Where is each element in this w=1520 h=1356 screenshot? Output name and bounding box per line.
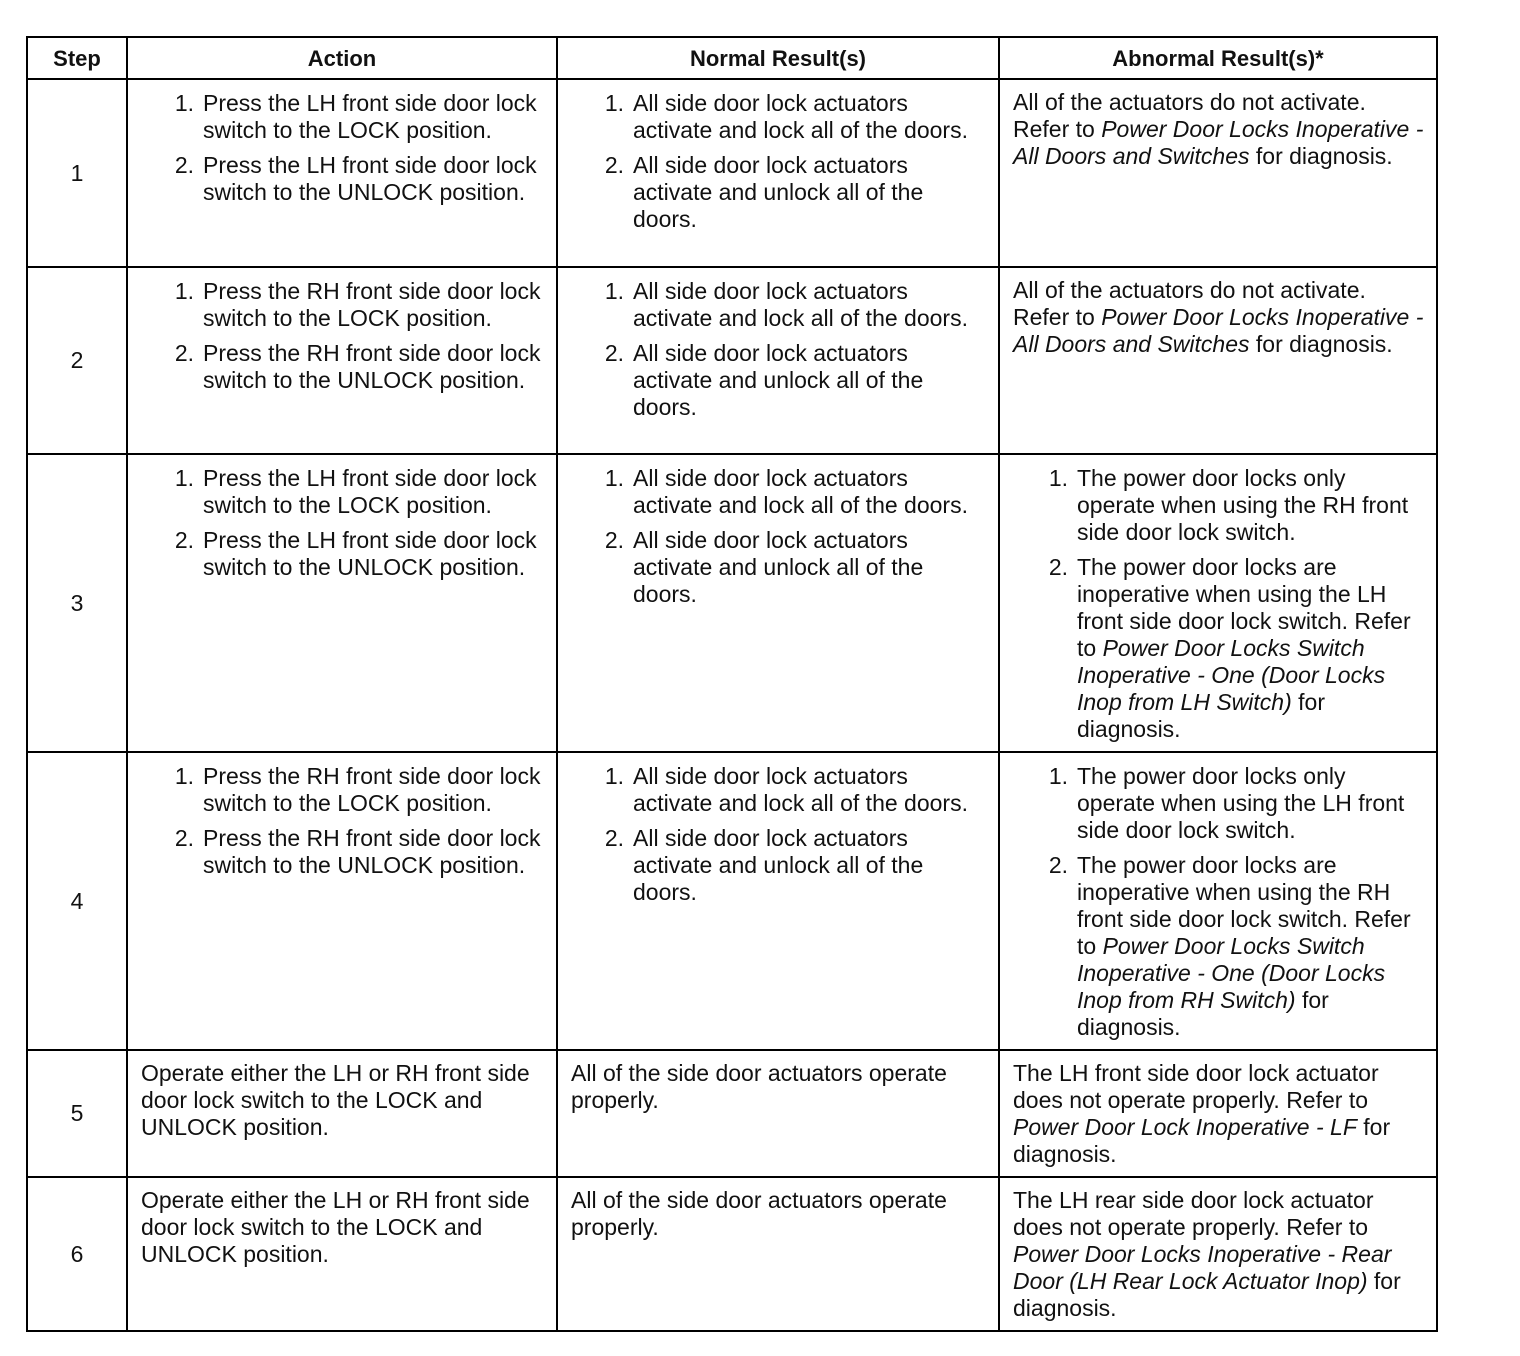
list-item: 2. Press the LH front side door lock switch to the UNLOCK position. (174, 152, 537, 205)
normal-result-cell (557, 752, 999, 1050)
list-item: 1. Press the RH front side door lock switch to the LOCK position. (174, 763, 541, 816)
normal-result-cell (557, 79, 999, 267)
list-item: 2. Press the RH front side door lock switch to the UNLOCK position. (174, 825, 541, 878)
abnormal-result-cell: All of the actuators do not activate. Refer to Power Door Locks Inoperative - All Doors and Switches for diagnosis. (999, 267, 1437, 454)
step-number: 6 (27, 1177, 127, 1331)
action-cell (127, 79, 557, 267)
action-cell: Operate either the LH or RH front side door lock switch to the LOCK and UNLOCK position. (127, 1177, 557, 1331)
list-item: 1. All side door lock actuators activate and lock all of the doors. (604, 465, 968, 518)
header-row (27, 37, 1437, 79)
list-item: 2. All side door lock actuators activate and unlock all of the doors. (604, 527, 924, 607)
list-item: 1. Press the RH front side door lock switch to the LOCK position. (174, 278, 541, 331)
list-item: 2. All side door lock actuators activate and unlock all of the doors. (604, 152, 924, 232)
list-item: 1. All side door lock actuators activate and lock all of the doors. (604, 763, 968, 816)
list-item: 1. Press the LH front side door lock switch to the LOCK position. (174, 90, 537, 143)
header-abnormal-results: Abnormal Result(s)* (999, 37, 1437, 79)
normal-result-cell: All of the side door actuators operate properly. (557, 1177, 999, 1331)
abnormal-result-cell: All of the actuators do not activate. Refer to Power Door Locks Inoperative - All Doors and Switches for diagnosis. (999, 79, 1437, 267)
action-cell (127, 752, 557, 1050)
table-row (27, 454, 1437, 752)
list-item: 2. Press the LH front side door lock switch to the UNLOCK position. (174, 527, 537, 580)
list-item: 2. The power door locks are inoperative when using the LH front side door lock switch. Refer to Power Door Locks Switch Inoperative - One (Door Locks Inop from LH Switch) for diagnosis. (1048, 554, 1411, 742)
list-item: 1. All side door lock actuators activate and lock all of the doors. (604, 278, 968, 331)
list-item: 1. Press the LH front side door lock switch to the LOCK position. (174, 465, 537, 518)
list-item: 2. The power door locks are inoperative when using the RH front side door lock switch. Refer to Power Door Locks Switch Inoperative - One (Door Locks Inop from RH Switch) for diagnosis. (1048, 852, 1411, 1040)
abnormal-result-cell: The LH rear side door lock actuator does not operate properly. Refer to Power Door Locks Inoperative - Rear Door (LH Rear Lock Actuator Inop) for diagnosis. (999, 1177, 1437, 1331)
table-row (27, 1050, 1437, 1177)
action-cell (127, 267, 557, 454)
list-item: 1. All side door lock actuators activate and lock all of the doors. (604, 90, 968, 143)
table-row (27, 79, 1437, 267)
step-number: 3 (27, 454, 127, 752)
table-row (27, 752, 1437, 1050)
step-number: 4 (27, 752, 127, 1050)
list-item: 2. All side door lock actuators activate and unlock all of the doors. (604, 825, 924, 905)
normal-result-cell: All of the side door actuators operate properly. (557, 1050, 999, 1177)
abnormal-result-cell (999, 454, 1437, 752)
header-action: Action (127, 37, 557, 79)
action-cell: Operate either the LH or RH front side door lock switch to the LOCK and UNLOCK position. (127, 1050, 557, 1177)
diagnostic-table (26, 36, 1438, 1332)
abnormal-result-cell (999, 752, 1437, 1050)
step-number: 5 (27, 1050, 127, 1177)
list-item: 1. The power door locks only operate when using the RH front side door lock switch. (1048, 465, 1409, 545)
table-row (27, 1177, 1437, 1331)
table-row (27, 267, 1437, 454)
normal-result-cell (557, 454, 999, 752)
list-item: 2. All side door lock actuators activate and unlock all of the doors. (604, 340, 924, 420)
normal-result-cell (557, 267, 999, 454)
step-number: 1 (27, 79, 127, 267)
list-item: 2. Press the RH front side door lock switch to the UNLOCK position. (174, 340, 541, 393)
abnormal-result-cell: The LH front side door lock actuator does not operate properly. Refer to Power Door Lock Inoperative - LF for diagnosis. (999, 1050, 1437, 1177)
list-item: 1. The power door locks only operate when using the LH front side door lock switch. (1048, 763, 1405, 843)
action-cell (127, 454, 557, 752)
header-step: Step (27, 37, 127, 79)
step-number: 2 (27, 267, 127, 454)
header-normal-results: Normal Result(s) (557, 37, 999, 79)
